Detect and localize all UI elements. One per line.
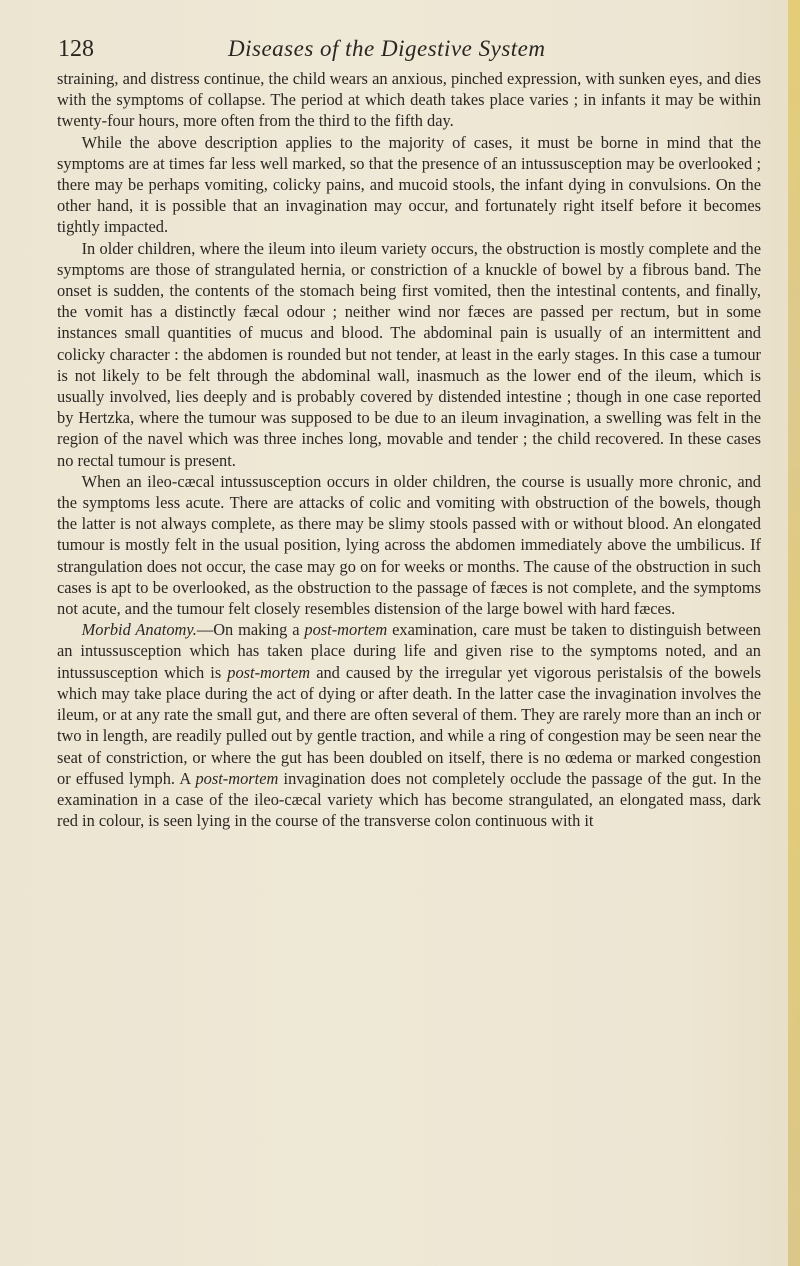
paragraph-5-text-b: examination, care must be taken to distinguish between an intussusception which has taken place during life and given rise to the symptoms noted, and an intussusception which is (57, 620, 761, 682)
page-number: 128 (58, 36, 94, 62)
paragraph-5-text-d: invagination does not completely occlude the passage of the gut. In the examination in a case of the ileo-cæcal variety which has become strangulated, an elongated mass, dark red in colour, is seen lying in the course of the transverse colon continuous with it (57, 768, 762, 831)
paragraph-2: While the above description applies to the majority of cases, it must be borne in mind that the symptoms are at times far less well marked, so that the presence of an intussusception may be overlooked ; there may be perhaps vomiting, colicky pains, and mucoid stools, the infant dying in convulsions. On the other hand, it is possible that an invagination may occur, and fortunately right itself before it becomes tightly impacted. (57, 132, 761, 237)
italic-term: post-mortem (227, 662, 311, 682)
page-header (58, 34, 758, 70)
paragraph-4: When an ileo-cæcal intussusception occurs in older children, the course is usually more chronic, and the symptoms less acute. There are attacks of colic and vomiting with obstruction of the bowels, though the latter is not always complete, as there may be slimy stools passed with or without blood. An elongated tumour is mostly felt in the usual position, lying across the abdomen immediately above the umbilicus. If strangulation does not occur, the case may go on for weeks or months. The cause of the obstruction in such cases is apt to be overlooked, as the obstruction to the passage of fæces is not complete, and the symptoms not acute, and the tumour felt closely resembles distension of the large bowel with hard fæces. (57, 471, 761, 619)
italic-term: post-mortem (195, 768, 279, 788)
section-heading-morbid-anatomy: Morbid Anatomy. (81, 620, 197, 640)
running-title: Diseases of the Digestive System (228, 36, 546, 61)
page-edge (788, 0, 800, 1266)
paragraph-5-text-c: and caused by the irregular yet vigorous peristalsis of the bowels which may take place during the act of dying or after death. In the latter case the invagination involves the ileum, or at any rate the small gut, and there are often several of them. They are rarely more than an inch or two in length, are readily pulled out by gentle traction, and while a ring of congestion may be seen near the seat of constriction, or where the gut has been doubled on itself, there is no œdema or marked congestion or effused lymph. A (57, 662, 761, 788)
paragraph-5 (57, 619, 761, 831)
paragraph-1: straining, and distress continue, the child wears an anxious, pinched expression, with sunken eyes, and dies with the symptoms of collapse. The period at which death takes place varies ; in infants it may be within twenty-four hours, more often from the third to the fifth day. (57, 69, 761, 131)
paragraph-3: In older children, where the ileum into ileum variety occurs, the obstruction is mostly complete and the symptoms are those of strangulated hernia, or constriction of a knuckle of bowel by a fibrous band. The onset is sudden, the contents of the stomach being first vomited, then the intestinal contents, and finally, the vomit has a distinctly fæcal odour ; neither wind nor fæces are passed per rectum, but in some instances small quantities of mucus and blood. The abdominal pain is usually of an intermittent and colicky character : the abdomen is rounded but not tender, at least in the early stages. In this case a tumour is not likely to be felt through the abdominal wall, inasmuch as the lower end of the ileum, which is usually involved, lies deeply and is probably covered by distended intestine ; though in one case reported by Hertzka, where the tumour was supposed to be due to an ileum invagination, a swelling was felt in the region of the navel which was three inches long, movable and tender ; the child recovered. In these cases no rectal tumour is present. (57, 238, 761, 470)
italic-term: post-mortem (304, 620, 388, 640)
body-text (57, 68, 761, 831)
paragraph-5-text-a: —On making a (196, 620, 305, 640)
